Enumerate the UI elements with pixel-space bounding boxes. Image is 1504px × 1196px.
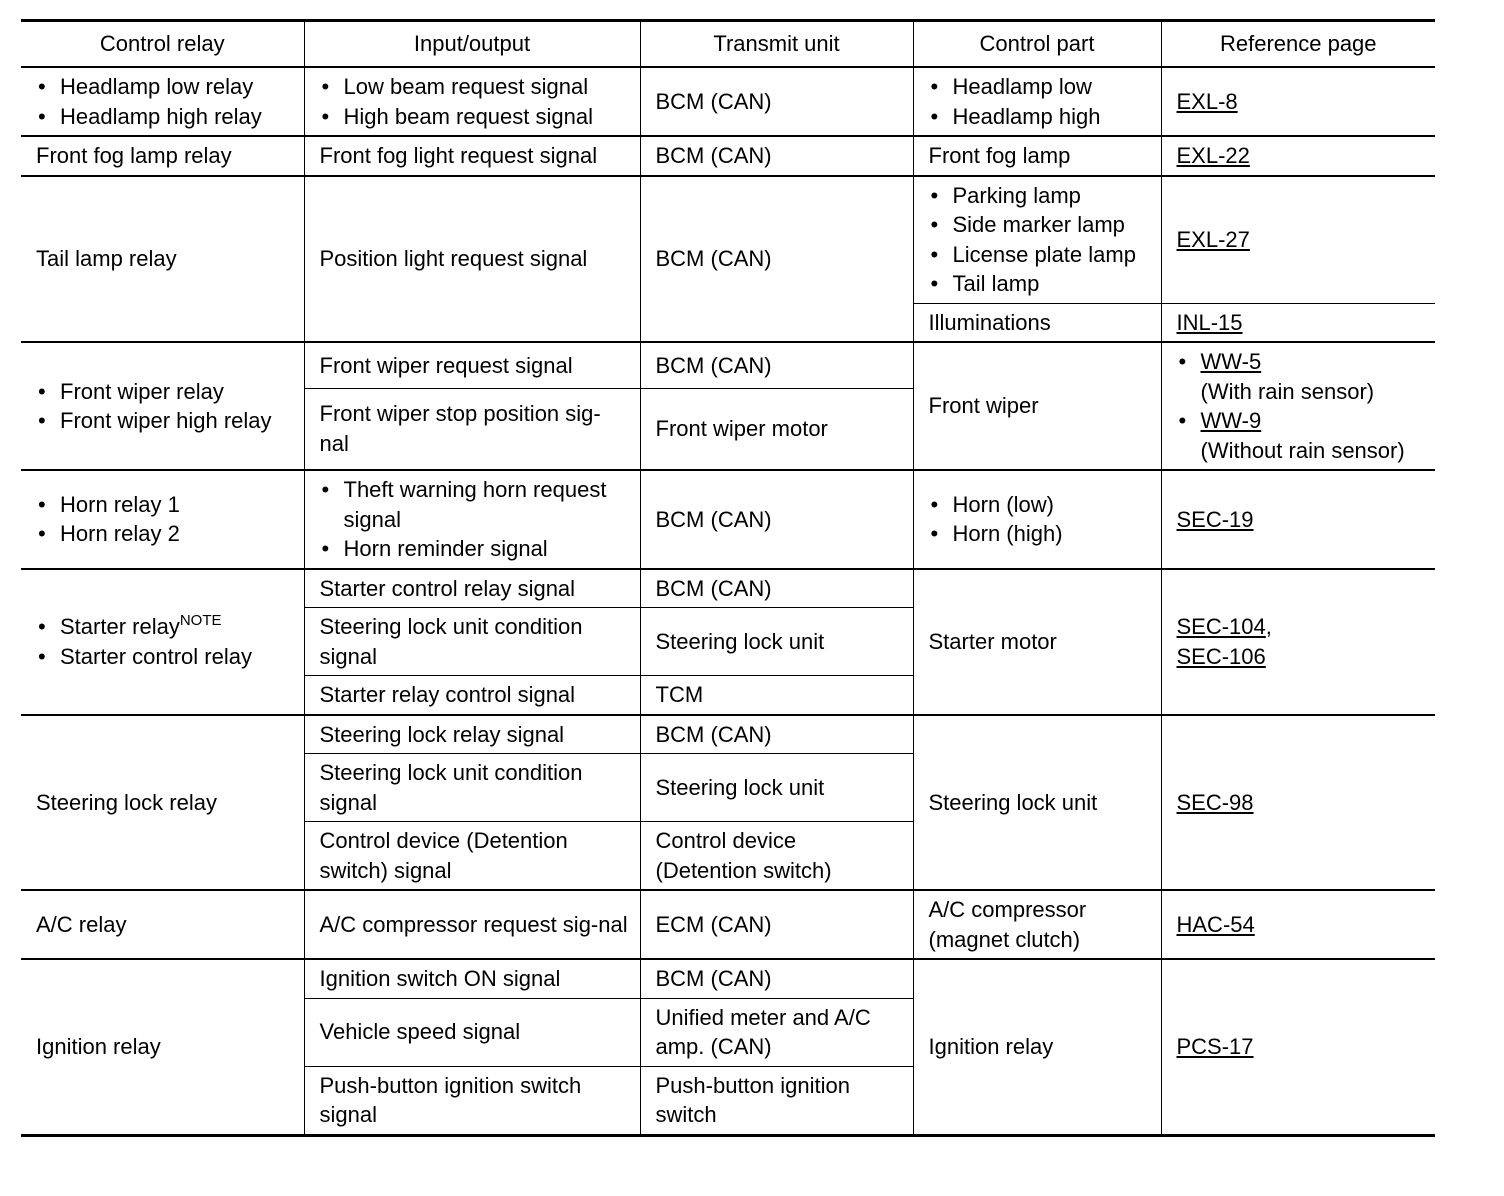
control-part-cell: Illuminations bbox=[913, 303, 1161, 342]
list-item: • Headlamp high relay bbox=[36, 102, 294, 132]
control-part-cell: A/C compressor (magnet clutch) bbox=[913, 890, 1161, 959]
control-part-cell bbox=[913, 67, 1161, 136]
header-input-output: Input/output bbox=[304, 21, 640, 68]
control-relay-cell: Steering lock relay bbox=[21, 715, 304, 891]
reference-link[interactable]: INL-15 bbox=[1176, 309, 1243, 335]
input-output-cell: Steering lock unit condition signal bbox=[304, 754, 640, 822]
transmit-unit-cell: BCM (CAN) bbox=[640, 470, 913, 569]
table-row bbox=[21, 342, 1435, 388]
reference-page-cell bbox=[1161, 715, 1435, 891]
header-reference-page: Reference page bbox=[1161, 21, 1435, 68]
transmit-unit-cell: Front wiper motor bbox=[640, 388, 913, 470]
input-output-cell: Steering lock relay signal bbox=[304, 715, 640, 754]
input-output-cell: Position light request signal bbox=[304, 176, 640, 343]
list-item bbox=[1177, 406, 1426, 465]
control-part-cell: Steering lock unit bbox=[913, 715, 1161, 891]
list-item: • License plate lamp bbox=[929, 240, 1151, 270]
transmit-unit-cell: Unified meter and A/C amp. (CAN) bbox=[640, 998, 913, 1066]
reference-link[interactable]: WW-9 bbox=[1200, 408, 1262, 433]
reference-link[interactable]: WW-5 bbox=[1200, 349, 1262, 374]
list-item: • Headlamp high bbox=[929, 102, 1151, 132]
list-item: • Theft warning horn request signal bbox=[320, 475, 630, 534]
transmit-unit-cell: BCM (CAN) bbox=[640, 67, 913, 136]
input-output-cell: Front fog light request signal bbox=[304, 136, 640, 176]
transmit-unit-cell: Push-button ignition switch bbox=[640, 1066, 913, 1135]
input-output-cell: Starter control relay signal bbox=[304, 569, 640, 608]
list-item: • Horn relay 2 bbox=[36, 519, 294, 549]
note-superscript: NOTE bbox=[179, 612, 222, 629]
control-part-cell bbox=[913, 176, 1161, 304]
input-output-cell: Vehicle speed signal bbox=[304, 998, 640, 1066]
list-item: • Starter control relay bbox=[36, 642, 294, 672]
reference-page-cell bbox=[1161, 569, 1435, 715]
control-relay-cell: Front fog lamp relay bbox=[21, 136, 304, 176]
list-item: • Parking lamp bbox=[929, 181, 1151, 211]
control-relay-cell bbox=[21, 342, 304, 470]
list-item: • Front wiper relay bbox=[36, 377, 294, 407]
input-output-cell: Front wiper stop position sig-nal bbox=[304, 388, 640, 470]
transmit-unit-cell: BCM (CAN) bbox=[640, 342, 913, 388]
reference-page-cell bbox=[1161, 67, 1435, 136]
header-control-part: Control part bbox=[913, 21, 1161, 68]
header-transmit-unit: Transmit unit bbox=[640, 21, 913, 68]
reference-separator: , bbox=[1265, 614, 1272, 639]
input-output-cell bbox=[304, 470, 640, 569]
transmit-unit-cell: Steering lock unit bbox=[640, 754, 913, 822]
control-relay-cell: Tail lamp relay bbox=[21, 176, 304, 343]
input-output-cell: Front wiper request signal bbox=[304, 342, 640, 388]
input-output-cell: A/C compressor request sig-nal bbox=[304, 890, 640, 959]
table-header-row bbox=[21, 21, 1435, 68]
starter-relay-label: Starter relay bbox=[60, 614, 180, 639]
reference-link[interactable]: SEC-98 bbox=[1176, 789, 1254, 815]
control-relay-reference-table bbox=[21, 19, 1435, 1137]
reference-link[interactable]: EXL-27 bbox=[1176, 226, 1250, 252]
list-item: • Headlamp low relay bbox=[36, 72, 294, 102]
control-relay-cell bbox=[21, 569, 304, 715]
list-item: • Headlamp low bbox=[929, 72, 1151, 102]
list-item: • High beam request signal bbox=[320, 102, 630, 132]
transmit-unit-cell: BCM (CAN) bbox=[640, 715, 913, 754]
input-output-cell: Ignition switch ON signal bbox=[304, 959, 640, 998]
reference-note: (With rain sensor) bbox=[1200, 378, 1375, 404]
transmit-unit-cell: BCM (CAN) bbox=[640, 569, 913, 608]
control-part-cell: Front fog lamp bbox=[913, 136, 1161, 176]
table-row bbox=[21, 470, 1435, 569]
control-part-cell: Starter motor bbox=[913, 569, 1161, 715]
list-item: • Front wiper high relay bbox=[36, 406, 294, 436]
control-relay-cell: Ignition relay bbox=[21, 959, 304, 1135]
control-relay-cell bbox=[21, 67, 304, 136]
table-row bbox=[21, 136, 1435, 176]
list-item bbox=[1177, 347, 1426, 406]
control-relay-cell: A/C relay bbox=[21, 890, 304, 959]
table-row bbox=[21, 890, 1435, 959]
input-output-cell: Steering lock unit condition signal bbox=[304, 608, 640, 676]
transmit-unit-cell: BCM (CAN) bbox=[640, 176, 913, 343]
list-item: • Low beam request signal bbox=[320, 72, 630, 102]
transmit-unit-cell: Control device (Detention switch) bbox=[640, 822, 913, 891]
transmit-unit-cell: ECM (CAN) bbox=[640, 890, 913, 959]
reference-link[interactable]: SEC-106 bbox=[1176, 643, 1266, 669]
reference-link[interactable]: HAC-54 bbox=[1176, 911, 1255, 937]
header-control-relay: Control relay bbox=[21, 21, 304, 68]
list-item: • Horn reminder signal bbox=[320, 534, 630, 564]
table-row bbox=[21, 715, 1435, 754]
input-output-cell: Starter relay control signal bbox=[304, 676, 640, 715]
reference-page-cell bbox=[1161, 176, 1435, 304]
reference-page-cell bbox=[1161, 342, 1435, 470]
list-item bbox=[36, 612, 294, 642]
list-item: • Horn (high) bbox=[929, 519, 1151, 549]
input-output-cell: Control device (Detention switch) signal bbox=[304, 822, 640, 891]
transmit-unit-cell: Steering lock unit bbox=[640, 608, 913, 676]
transmit-unit-cell: TCM bbox=[640, 676, 913, 715]
reference-note: (Without rain sensor) bbox=[1200, 437, 1405, 463]
reference-page-cell bbox=[1161, 470, 1435, 569]
reference-link[interactable]: EXL-22 bbox=[1176, 143, 1250, 168]
control-part-cell bbox=[913, 470, 1161, 569]
input-output-cell: Push-button ignition switch signal bbox=[304, 1066, 640, 1135]
table-row bbox=[21, 959, 1435, 998]
control-part-cell: Ignition relay bbox=[913, 959, 1161, 1135]
list-item: • Tail lamp bbox=[929, 269, 1151, 299]
table-row bbox=[21, 176, 1435, 304]
input-output-cell bbox=[304, 67, 640, 136]
list-item: • Horn relay 1 bbox=[36, 490, 294, 520]
reference-page-cell bbox=[1161, 959, 1435, 1135]
reference-page-cell bbox=[1161, 303, 1435, 342]
transmit-unit-cell: BCM (CAN) bbox=[640, 959, 913, 998]
reference-link[interactable]: SEC-19 bbox=[1176, 506, 1254, 532]
reference-page-cell bbox=[1161, 136, 1435, 176]
table-row bbox=[21, 569, 1435, 608]
reference-link[interactable]: SEC-104 bbox=[1176, 614, 1266, 639]
reference-link[interactable]: PCS-17 bbox=[1176, 1034, 1254, 1059]
control-part-cell: Front wiper bbox=[913, 342, 1161, 470]
reference-link[interactable]: EXL-8 bbox=[1176, 88, 1238, 114]
transmit-unit-cell: BCM (CAN) bbox=[640, 136, 913, 176]
control-relay-cell bbox=[21, 470, 304, 569]
table-row bbox=[21, 67, 1435, 136]
reference-page-cell bbox=[1161, 890, 1435, 959]
list-item: • Horn (low) bbox=[929, 490, 1151, 520]
list-item: • Side marker lamp bbox=[929, 210, 1151, 240]
